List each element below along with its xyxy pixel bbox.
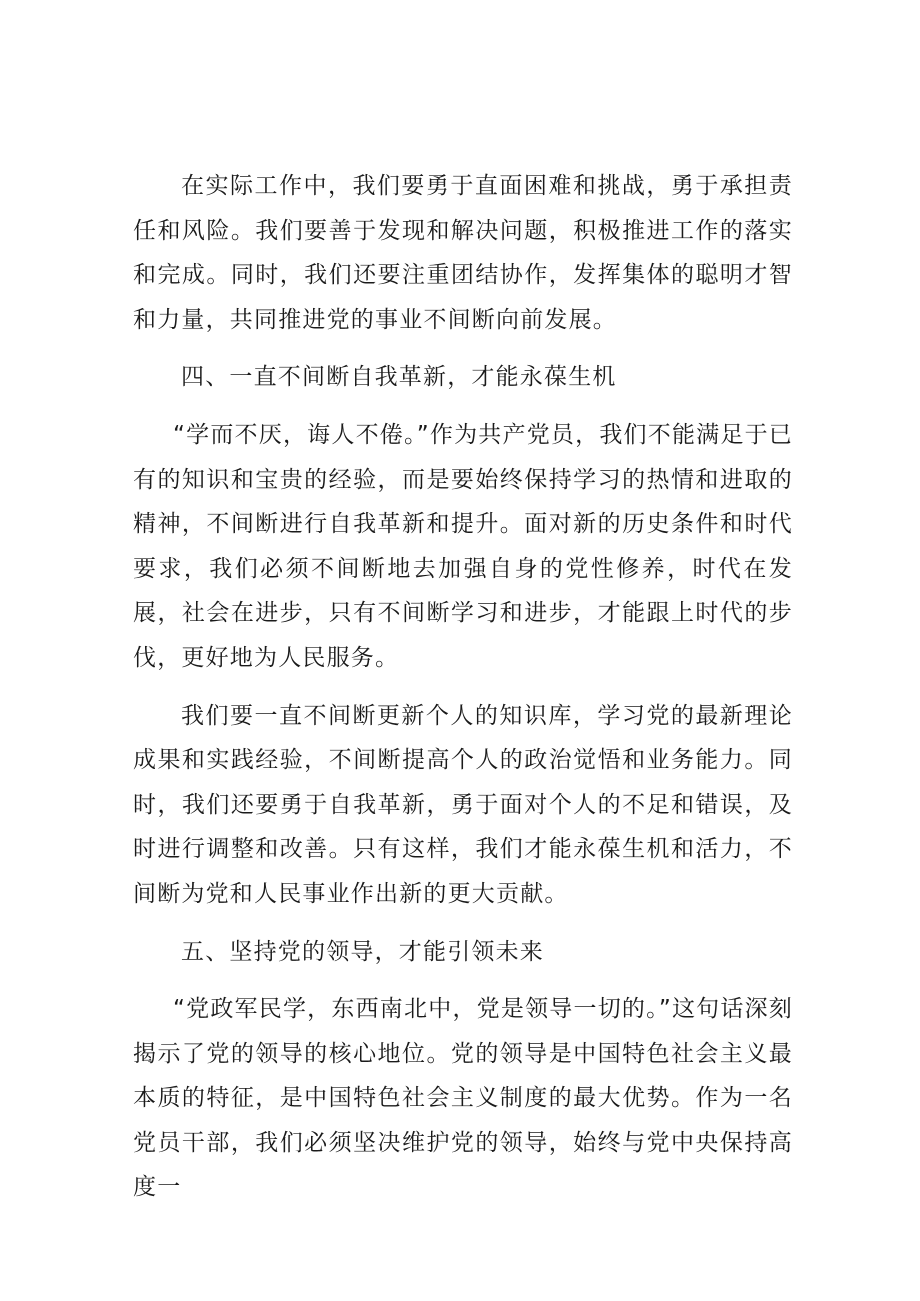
section-heading-five: 五、坚持党的领导，才能引领未来 (181, 938, 544, 965)
paragraph-practical-work: 在实际工作中，我们要勇于直面困难和挑战，勇于承担责任和风险。我们要善于发现和解决问题，积极推进工作的落实和完成。同时，我们还要注重团结协作，发挥集体的聪明才智和力量，共同推进党的事业不间断向前发展。 (133, 173, 793, 333)
paragraph-knowledge-update: 我们要一直不间断更新个人的知识库，学习党的最新理论成果和实践经验，不间断提高个人的政治觉悟和业务能力。同时，我们还要勇于自我革新，勇于面对个人的不足和错误，及时进行调整和改善。只有这样，我们才能永葆生机和活力，不间断为党和人民事业作出新的更大贡献。 (133, 702, 793, 907)
paragraph-party-leadership: “党政军民学，东西南北中，党是领导一切的。”这句话深刻揭示了党的领导的核心地位。党的领导是中国特色社会主义最本质的特征，是中国特色社会主义制度的最大优势。作为一名党员干部，我们必须坚决维护党的领导，始终与党中央保持高度一 (133, 996, 793, 1201)
section-heading-four: 四、一直不间断自我革新，才能永葆生机 (181, 364, 617, 391)
paragraph-learning-quote: “学而不厌，诲人不倦。”作为共产党员，我们不能满足于已有的知识和宝贵的经验，而是要始终保持学习的热情和进取的精神，不间断进行自我革新和提升。面对新的历史条件和时代要求，我们必须不间断地去加强自身的党性修养，时代在发展，社会在进步，只有不间断学习和进步，才能跟上时代的步伐，更好地为人民服务。 (133, 421, 793, 671)
document-body (133, 164, 793, 1223)
